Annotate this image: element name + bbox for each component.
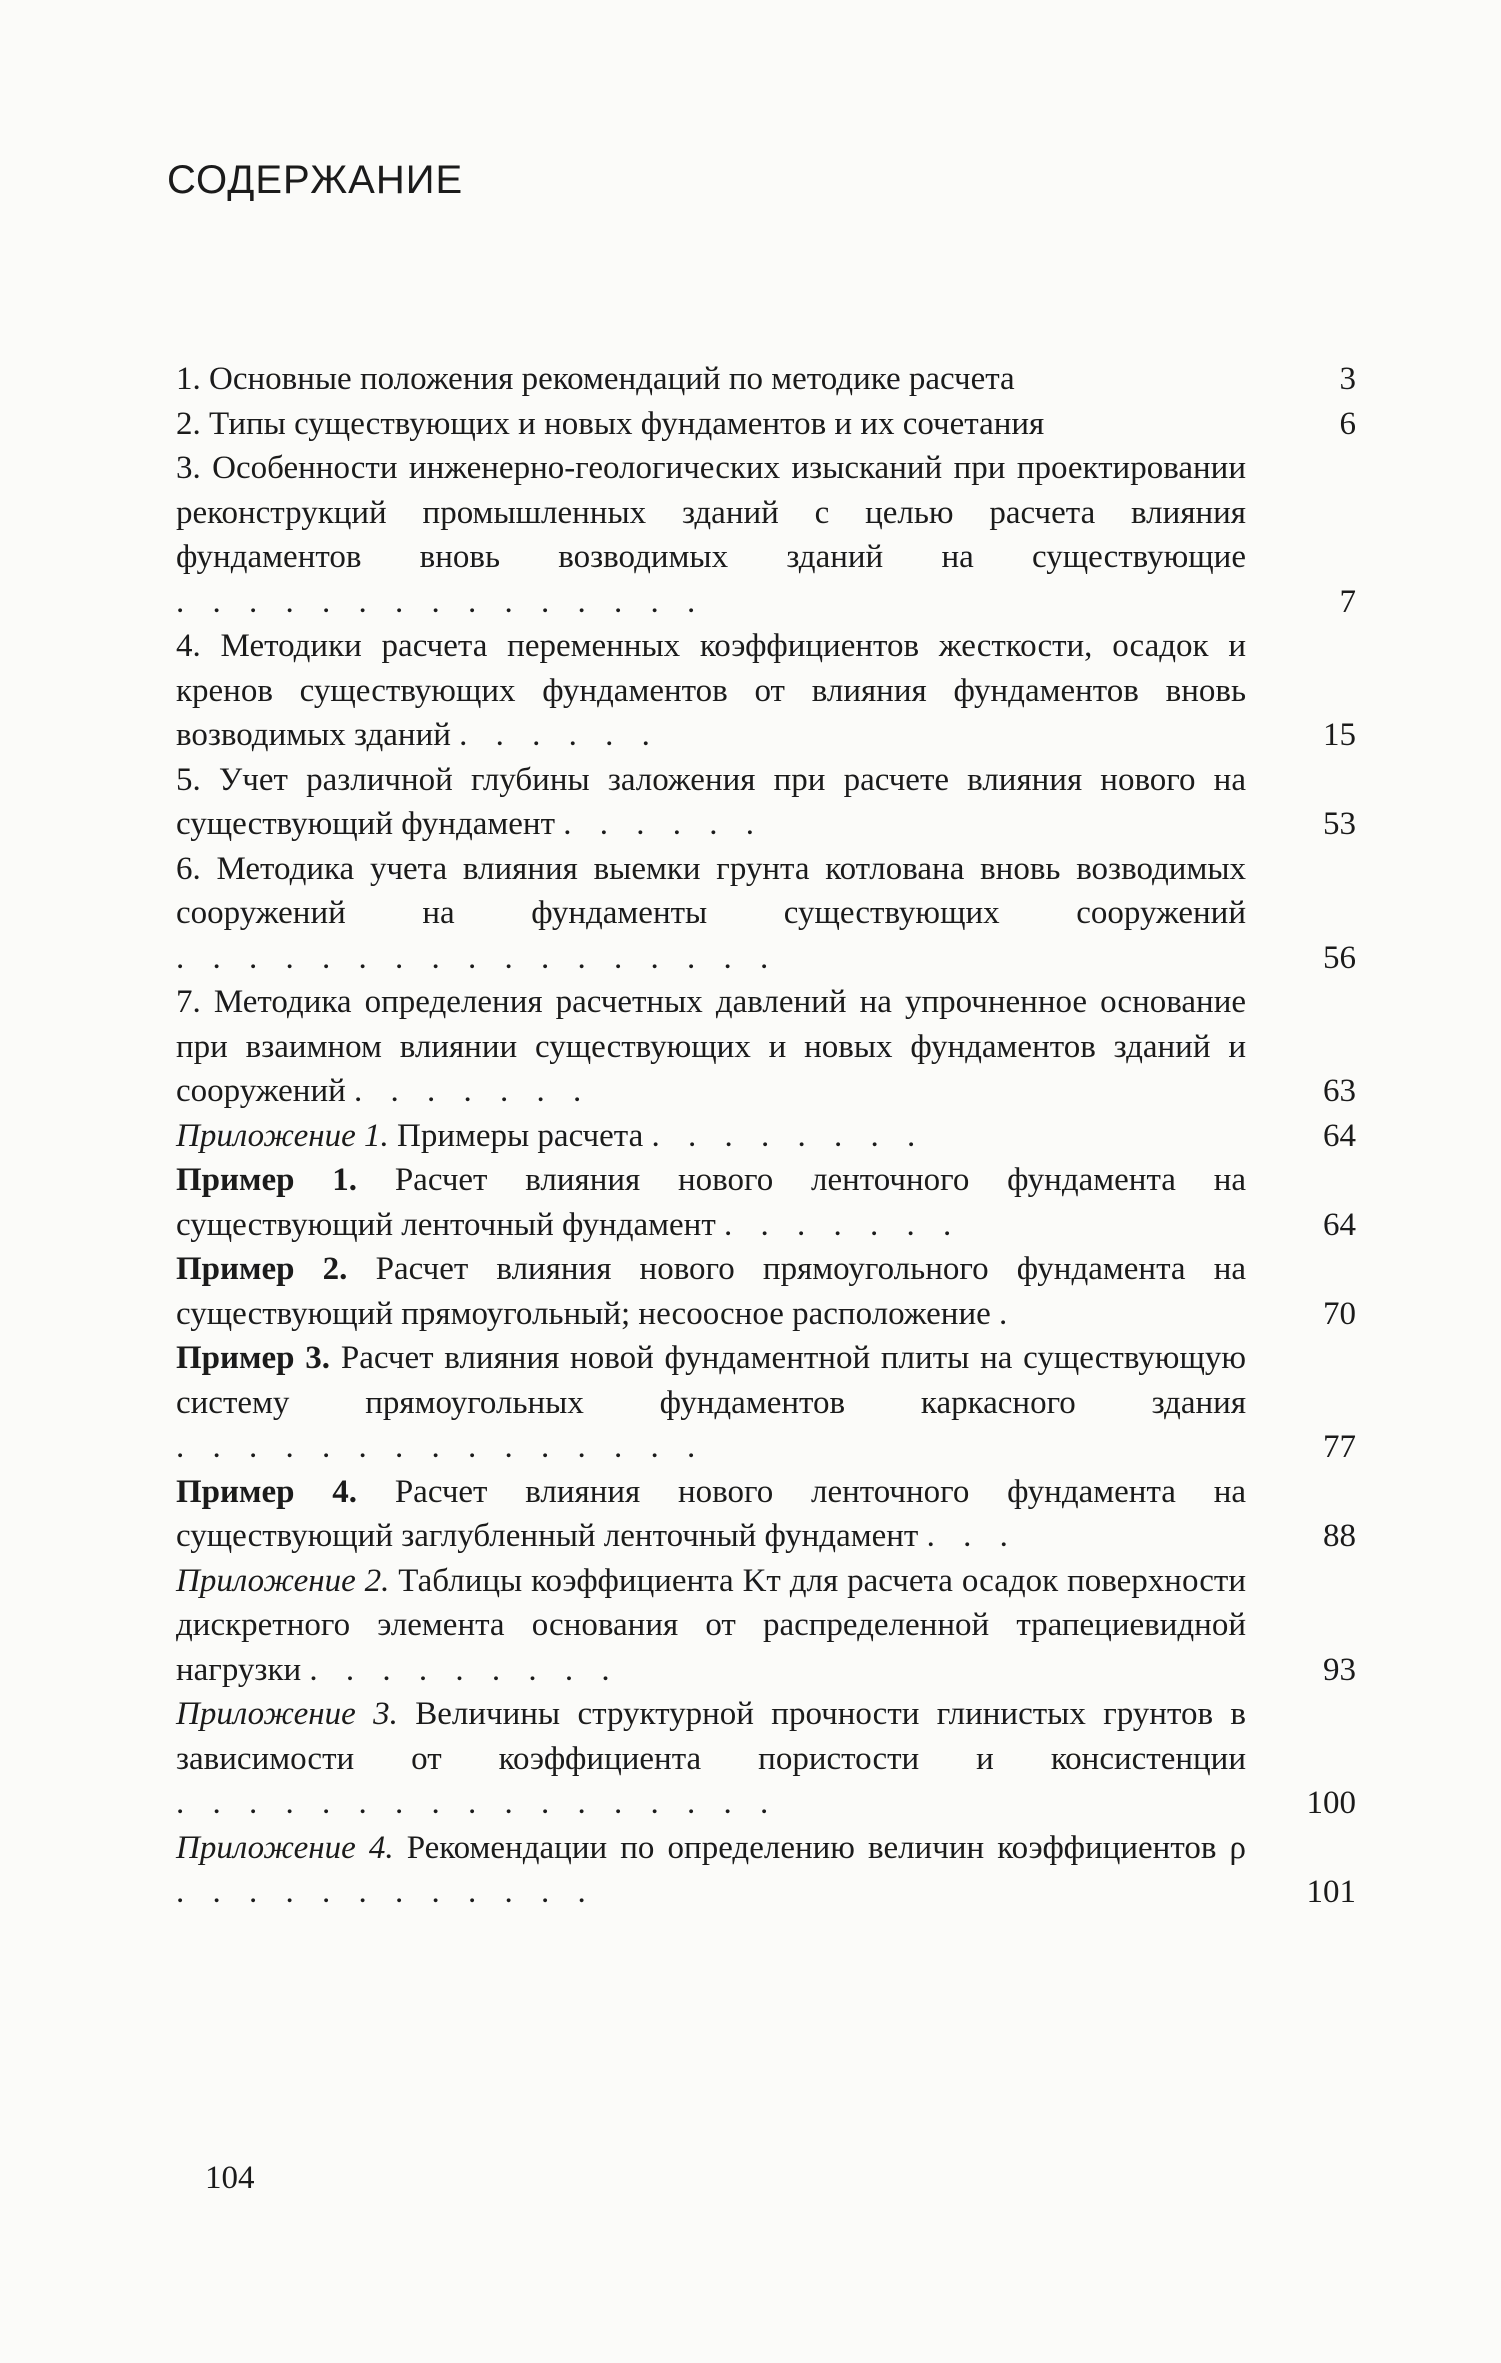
toc-leader-dots: . . . . . . . . . . . . . . .	[176, 583, 706, 620]
toc-leader-dots: . . . . . .	[563, 806, 765, 842]
toc-entry-example-1	[176, 1158, 1356, 1247]
toc-leader-dots: . . . . . . .	[354, 1073, 592, 1109]
toc-leader-dots: . . . . . . . . . . . . . . .	[176, 1429, 706, 1465]
toc-entry-text: 4. Методики расчета переменных коэффициентов жесткости, осадок и кренов существующих фундаментов от влияния фундаментов вновь возводимых зданий	[176, 628, 1246, 753]
toc-entry-lead: Пример 1.	[176, 1162, 358, 1198]
toc-entry-text: 6. Методика учета влияния выемки грунта котлована вновь возводимых сооружений на фундаменты существующих сооружений	[176, 850, 1246, 931]
toc-leader-dots: . . . . . . . . . . . .	[176, 1874, 596, 1910]
toc-entry-lead: Пример 4.	[176, 1473, 358, 1510]
toc-entry-text: Примеры расчета	[396, 1117, 644, 1154]
toc-entry-text: Величины структурной прочности глинистых грунтов в зависимости от коэффициента пористости и консистенции	[176, 1696, 1246, 1777]
toc-entry-lead: Приложение 1.	[176, 1117, 389, 1154]
toc-entry-text: 3. Особенности инженерно-геологических изысканий при проектировании реконструкций промышленных зданий с целью расчета влияния фундаментов вновь возводимых зданий на существующие	[176, 450, 1246, 575]
toc-page-number: 100	[1306, 1785, 1356, 1821]
toc-entry-lead: Приложение 3.	[176, 1696, 398, 1732]
page-title: СОДЕРЖАНИЕ	[167, 158, 464, 202]
toc-entry-text: Таблицы коэффициента Kт для расчета осадок поверхности дискретного элемента основания от распределенной трапециевидной нагрузки	[176, 1562, 1246, 1688]
toc-entry-text: Расчет влияния нового ленточного фундамента на существующий заглубленный ленточный фундамент	[176, 1473, 1247, 1554]
toc-page-number: 6	[1339, 405, 1356, 442]
toc-entry-text: Рекомендации по определению величин коэффициентов ρ	[406, 1829, 1247, 1866]
toc-entry-lead: Пример 3.	[176, 1340, 331, 1376]
toc-entry-example-2	[176, 1247, 1356, 1336]
toc-leader-dots: . . . . . . .	[724, 1206, 962, 1243]
toc-entry-4	[176, 624, 1356, 758]
toc-page-number: 70	[1323, 1295, 1356, 1332]
toc-entry-2	[176, 402, 1356, 447]
toc-page-number: 3	[1339, 361, 1356, 397]
toc-page-number: 88	[1323, 1518, 1356, 1554]
toc-page-number: 7	[1339, 583, 1356, 620]
toc-entry-7	[176, 980, 1356, 1114]
toc-entry-text: Расчет влияния новой фундаментной плиты на существующую систему прямоугольных фундаментов каркасного здания	[176, 1340, 1247, 1421]
toc-leader-dots: . . . . . . . . .	[309, 1651, 620, 1688]
toc-entry-example-4	[176, 1470, 1356, 1559]
toc-entry-text: Расчет влияния нового ленточного фундамента на существующий ленточный фундамент	[176, 1162, 1247, 1243]
toc-entry-appendix-4	[176, 1826, 1356, 1915]
toc-entry-lead: Пример 2.	[176, 1251, 348, 1287]
toc-entry-appendix-1	[176, 1114, 1356, 1159]
toc-entry-lead: Приложение 2.	[176, 1562, 390, 1599]
toc-entry-appendix-2	[176, 1559, 1356, 1693]
toc-page-number: 53	[1323, 806, 1356, 842]
toc-page-number: 63	[1323, 1073, 1356, 1109]
table-of-contents	[176, 357, 1356, 1915]
toc-entry-6	[176, 847, 1356, 981]
toc-entry-1	[176, 357, 1356, 402]
toc-entry-example-3	[176, 1336, 1356, 1470]
toc-entry-text: 1. Основные положения рекомендаций по методике расчета	[176, 361, 1015, 397]
toc-entry-text: Расчет влияния нового прямоугольного фундамента на существующий прямоугольный; несоосное расположение	[176, 1251, 1247, 1332]
toc-entry-5	[176, 758, 1356, 847]
toc-leader-dots: . . .	[926, 1518, 1018, 1554]
toc-entry-text: 7. Методика определения расчетных давлений на упрочненное основание при взаимном влиянии существующих и новых фундаментов зданий и сооружений	[176, 984, 1246, 1109]
toc-leader-dots: . . . . . .	[459, 717, 660, 753]
toc-leader-dots: . . . . . . . . . . . . . . . . .	[176, 1785, 779, 1821]
toc-entry-appendix-3	[176, 1692, 1356, 1826]
toc-page-number: 15	[1323, 717, 1356, 753]
page-number-footer: 104	[205, 2160, 255, 2196]
toc-entry-text: 2. Типы существующих и новых фундаментов и их сочетания	[176, 405, 1045, 442]
toc-page-number: 93	[1323, 1651, 1356, 1688]
toc-leader-dots: . . . . . . . .	[651, 1117, 926, 1154]
toc-entry-text: 5. Учет различной глубины заложения при расчете влияния нового на существующий фундамент	[176, 761, 1246, 842]
toc-page-number: 64	[1323, 1206, 1356, 1243]
toc-page-number: 101	[1306, 1874, 1356, 1910]
toc-page-number: 56	[1323, 939, 1356, 976]
toc-entry-lead: Приложение 4.	[176, 1829, 394, 1866]
toc-leader-dots: . . . . . . . . . . . . . . . . .	[176, 939, 779, 976]
toc-entry-3	[176, 446, 1356, 624]
toc-page-number: 64	[1323, 1117, 1356, 1154]
toc-page-number: 77	[1323, 1429, 1356, 1465]
toc-leader-dots: .	[999, 1295, 1018, 1332]
